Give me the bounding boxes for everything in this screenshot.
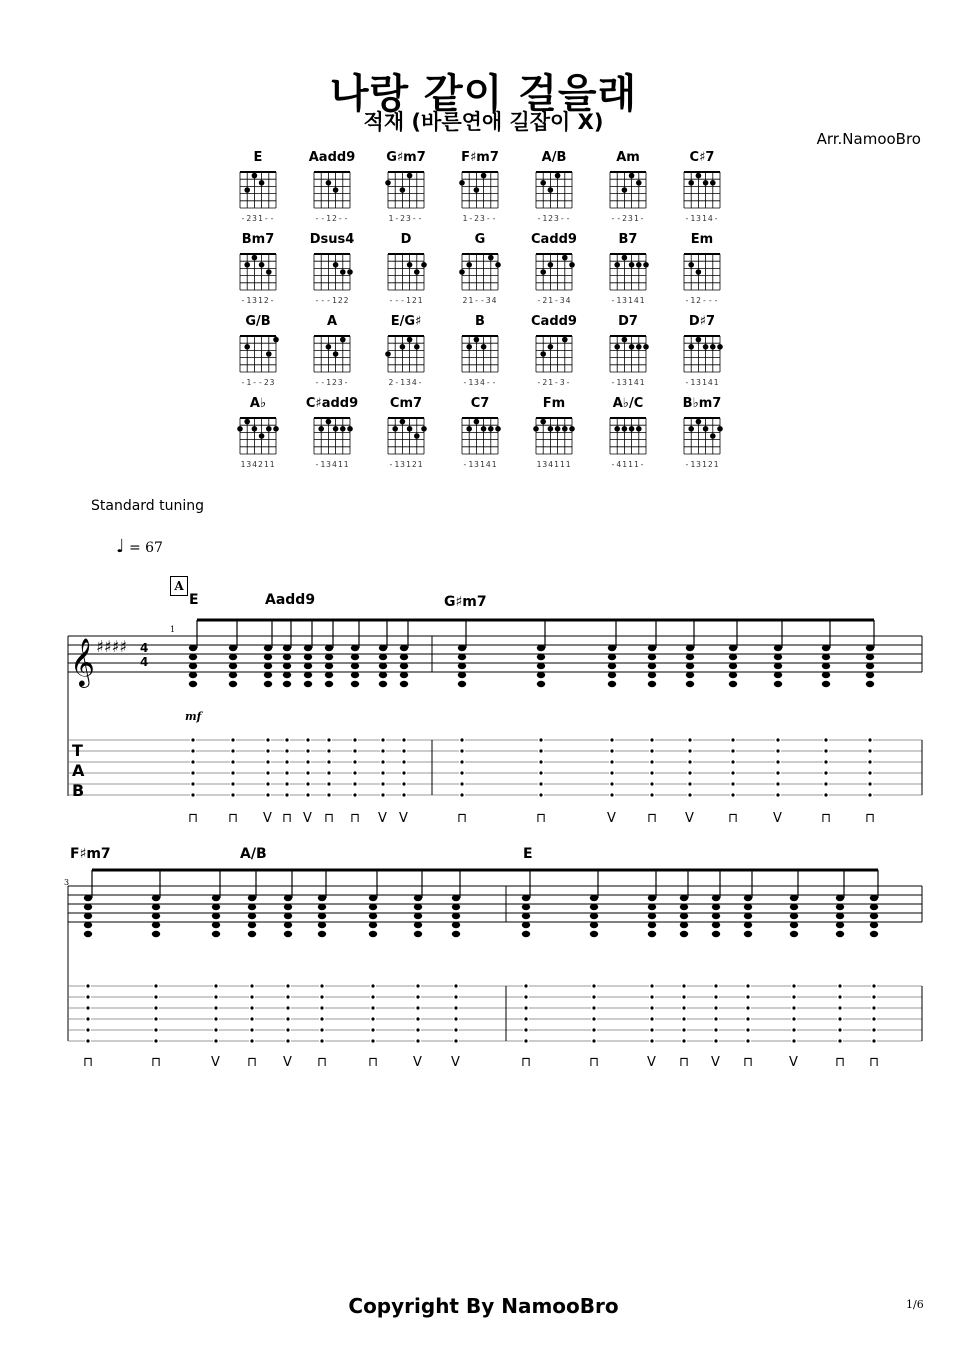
tab-column — [230, 736, 236, 799]
tab-column — [153, 982, 159, 1045]
strum-mark: ⊓ — [647, 811, 658, 826]
chord-fingering: -1314- — [684, 214, 720, 223]
chord-diagram-name: B7 — [618, 232, 638, 247]
strum-mark: V — [263, 811, 272, 826]
staff-system-1 — [68, 620, 922, 826]
chord-fingering: -1--23 — [240, 378, 276, 387]
tab-column — [213, 982, 219, 1045]
tab-column — [284, 736, 290, 799]
strum-mark: ⊓ — [282, 811, 293, 826]
tab-column — [249, 982, 255, 1045]
song-title: 나랑 같이 걸을래 — [329, 71, 638, 117]
tab-label-t: T — [72, 741, 83, 760]
tab-numbers-system-1 — [190, 736, 873, 799]
chord-diagram-name: C♯add9 — [305, 396, 359, 411]
strum-mark: V — [789, 1055, 798, 1070]
tab-column — [730, 736, 736, 799]
strum-mark: ⊓ — [188, 811, 199, 826]
chord-fingering: ---121 — [388, 296, 424, 305]
chord-fingering: -21-3- — [536, 378, 572, 387]
strum-mark: ⊓ — [728, 811, 739, 826]
chord-fingering: 1-23-- — [462, 214, 498, 223]
tab-column — [591, 982, 597, 1045]
strum-mark: V — [711, 1055, 720, 1070]
chord-fingering: 1-23-- — [388, 214, 424, 223]
chord-fingering: -123-- — [536, 214, 572, 223]
strum-mark: V — [773, 811, 782, 826]
chord-label: E — [189, 592, 199, 608]
chord-diagram-name: Aadd9 — [308, 150, 356, 165]
tuning-label: Standard tuning — [91, 498, 205, 514]
chord-label: E — [523, 846, 533, 862]
chord-fingering: -21-34 — [536, 296, 572, 305]
chord-fingering: -13141 — [462, 460, 498, 469]
tempo-value: = 67 — [128, 540, 163, 556]
chord-diagram-name: Am — [616, 150, 640, 165]
strum-mark: ⊓ — [317, 1055, 328, 1070]
chord-fingering: -231-- — [240, 214, 276, 223]
chord-label: F♯m7 — [70, 846, 111, 862]
tab-column — [713, 982, 719, 1045]
chord-fingering: -13141 — [610, 378, 646, 387]
chord-fingering: 21--34 — [462, 296, 498, 305]
dynamic-marking: mf — [185, 710, 202, 723]
quarter-note-icon: ♩ — [116, 536, 125, 557]
tab-column — [265, 736, 271, 799]
chord-diagram-name: Fm — [542, 396, 566, 411]
strum-mark: V — [211, 1055, 220, 1070]
tab-column — [649, 982, 655, 1045]
strum-mark: V — [283, 1055, 292, 1070]
chord-fingering: -4111- — [610, 460, 646, 469]
strum-mark: ⊓ — [865, 811, 876, 826]
chord-diagram-name: Bm7 — [241, 232, 275, 247]
tab-column — [791, 982, 797, 1045]
tab-column — [305, 736, 311, 799]
strum-mark: V — [413, 1055, 422, 1070]
chord-fingering: -13411 — [314, 460, 350, 469]
chord-fingering: -13141 — [610, 296, 646, 305]
copyright-footer: Copyright By NamooBro — [348, 1294, 619, 1318]
chord-diagram-name: B — [475, 314, 485, 329]
tab-column — [370, 982, 376, 1045]
tab-column — [352, 736, 358, 799]
chord-diagram-name: G/B — [245, 314, 271, 329]
chord-fingering: -1312- — [240, 296, 276, 305]
tab-column — [871, 982, 877, 1045]
key-signature: ♯♯♯♯ — [96, 637, 127, 656]
strum-mark: ⊓ — [228, 811, 239, 826]
chord-label: A/B — [240, 846, 267, 862]
tab-column — [401, 736, 407, 799]
tab-column — [681, 982, 687, 1045]
arranger-credit: Arr.NamooBro — [816, 130, 921, 148]
strum-mark: ⊓ — [368, 1055, 379, 1070]
chord-fingering: 134211 — [240, 460, 276, 469]
chord-fingering: 134111 — [536, 460, 572, 469]
measure-number: 3 — [64, 878, 70, 887]
chord-diagram-name: A♭ — [249, 396, 267, 411]
strum-mark: V — [647, 1055, 656, 1070]
strum-mark: V — [451, 1055, 460, 1070]
tab-column — [687, 736, 693, 799]
chord-fingering: -12--- — [684, 296, 720, 305]
tab-column — [649, 736, 655, 799]
strum-mark: V — [399, 811, 408, 826]
chord-fingering: --123- — [314, 378, 350, 387]
page-number: 1/6 — [906, 1298, 924, 1311]
chord-diagram-name: A♭/C — [612, 396, 644, 411]
chord-diagram-name: G♯m7 — [386, 150, 426, 165]
tab-column — [867, 736, 873, 799]
tab-column — [380, 736, 386, 799]
strum-mark: V — [607, 811, 616, 826]
strum-mark: ⊓ — [821, 811, 832, 826]
strum-mark: V — [685, 811, 694, 826]
chord-diagram-name: Cadd9 — [531, 314, 577, 329]
chord-label: G♯m7 — [444, 594, 487, 610]
time-signature-top: 4 — [140, 641, 149, 655]
chord-diagram-name: D — [400, 232, 412, 247]
chord-diagram-name: C7 — [470, 396, 490, 411]
strum-mark: ⊓ — [521, 1055, 532, 1070]
tab-column — [538, 736, 544, 799]
chord-diagram-name: Dsus4 — [309, 232, 355, 247]
strum-mark: ⊓ — [589, 1055, 600, 1070]
tab-column — [319, 982, 325, 1045]
strum-marks-system-1 — [188, 811, 875, 826]
tab-column — [453, 982, 459, 1045]
strum-mark: ⊓ — [743, 1055, 754, 1070]
treble-clef-icon: 𝄞 — [70, 637, 95, 686]
chord-diagram-name: Cm7 — [389, 396, 423, 411]
chord-fingering: -134-- — [462, 378, 498, 387]
strum-mark: ⊓ — [247, 1055, 258, 1070]
strum-mark: ⊓ — [869, 1055, 880, 1070]
strum-mark: ⊓ — [536, 811, 547, 826]
chord-diagram-name: A — [326, 314, 338, 329]
tab-numbers-system-2 — [85, 982, 877, 1045]
tab-column — [85, 982, 91, 1045]
chord-fingering: -13121 — [684, 460, 720, 469]
tab-label-a: A — [72, 761, 85, 780]
strum-mark: ⊓ — [835, 1055, 846, 1070]
strum-mark: ⊓ — [83, 1055, 94, 1070]
section-marker: A — [170, 576, 188, 596]
chord-diagram-name: F♯m7 — [461, 150, 499, 165]
staff-system-2 — [68, 870, 922, 1070]
strum-mark: V — [378, 811, 387, 826]
strum-mark: ⊓ — [324, 811, 335, 826]
tab-column — [415, 982, 421, 1045]
tab-label-b: B — [72, 781, 85, 800]
chord-fingering: --12-- — [314, 214, 350, 223]
tab-column — [837, 982, 843, 1045]
chord-fingering: ---122 — [314, 296, 350, 305]
tab-column — [285, 982, 291, 1045]
tab-column — [190, 736, 196, 799]
chord-diagram-name: E — [253, 150, 263, 165]
strum-mark: ⊓ — [151, 1055, 162, 1070]
chord-fingering: 2-134- — [388, 378, 424, 387]
time-signature-bottom: 4 — [140, 655, 149, 669]
tab-column — [459, 736, 465, 799]
chord-diagram-name: Em — [690, 232, 714, 247]
chord-diagram-name: Cadd9 — [531, 232, 577, 247]
tab-column — [775, 736, 781, 799]
strum-mark: ⊓ — [679, 1055, 690, 1070]
tab-column — [326, 736, 332, 799]
chord-diagram-name: G — [474, 232, 486, 247]
song-subtitle: 적재 (바른연애 길잡이 X) — [363, 110, 604, 134]
chord-fingering: -13141 — [684, 378, 720, 387]
tab-column — [745, 982, 751, 1045]
chord-diagram-name: B♭m7 — [682, 396, 722, 411]
tab-column — [523, 982, 529, 1045]
chord-diagram-name: E/G♯ — [390, 314, 422, 329]
chord-diagram-name: A/B — [541, 150, 567, 165]
chord-diagram-name: D7 — [618, 314, 638, 329]
chord-label: Aadd9 — [265, 592, 316, 608]
tab-column — [609, 736, 615, 799]
tab-column — [823, 736, 829, 799]
strum-mark: ⊓ — [350, 811, 361, 826]
chord-fingering: --231- — [610, 214, 646, 223]
chord-diagram-name: C♯7 — [689, 150, 715, 165]
measure-number: 1 — [170, 625, 176, 634]
chord-fingering: -13121 — [388, 460, 424, 469]
chord-diagram-name: D♯7 — [688, 314, 716, 329]
strum-mark: ⊓ — [457, 811, 468, 826]
strum-mark: V — [303, 811, 312, 826]
strum-marks-system-2 — [83, 1055, 879, 1070]
